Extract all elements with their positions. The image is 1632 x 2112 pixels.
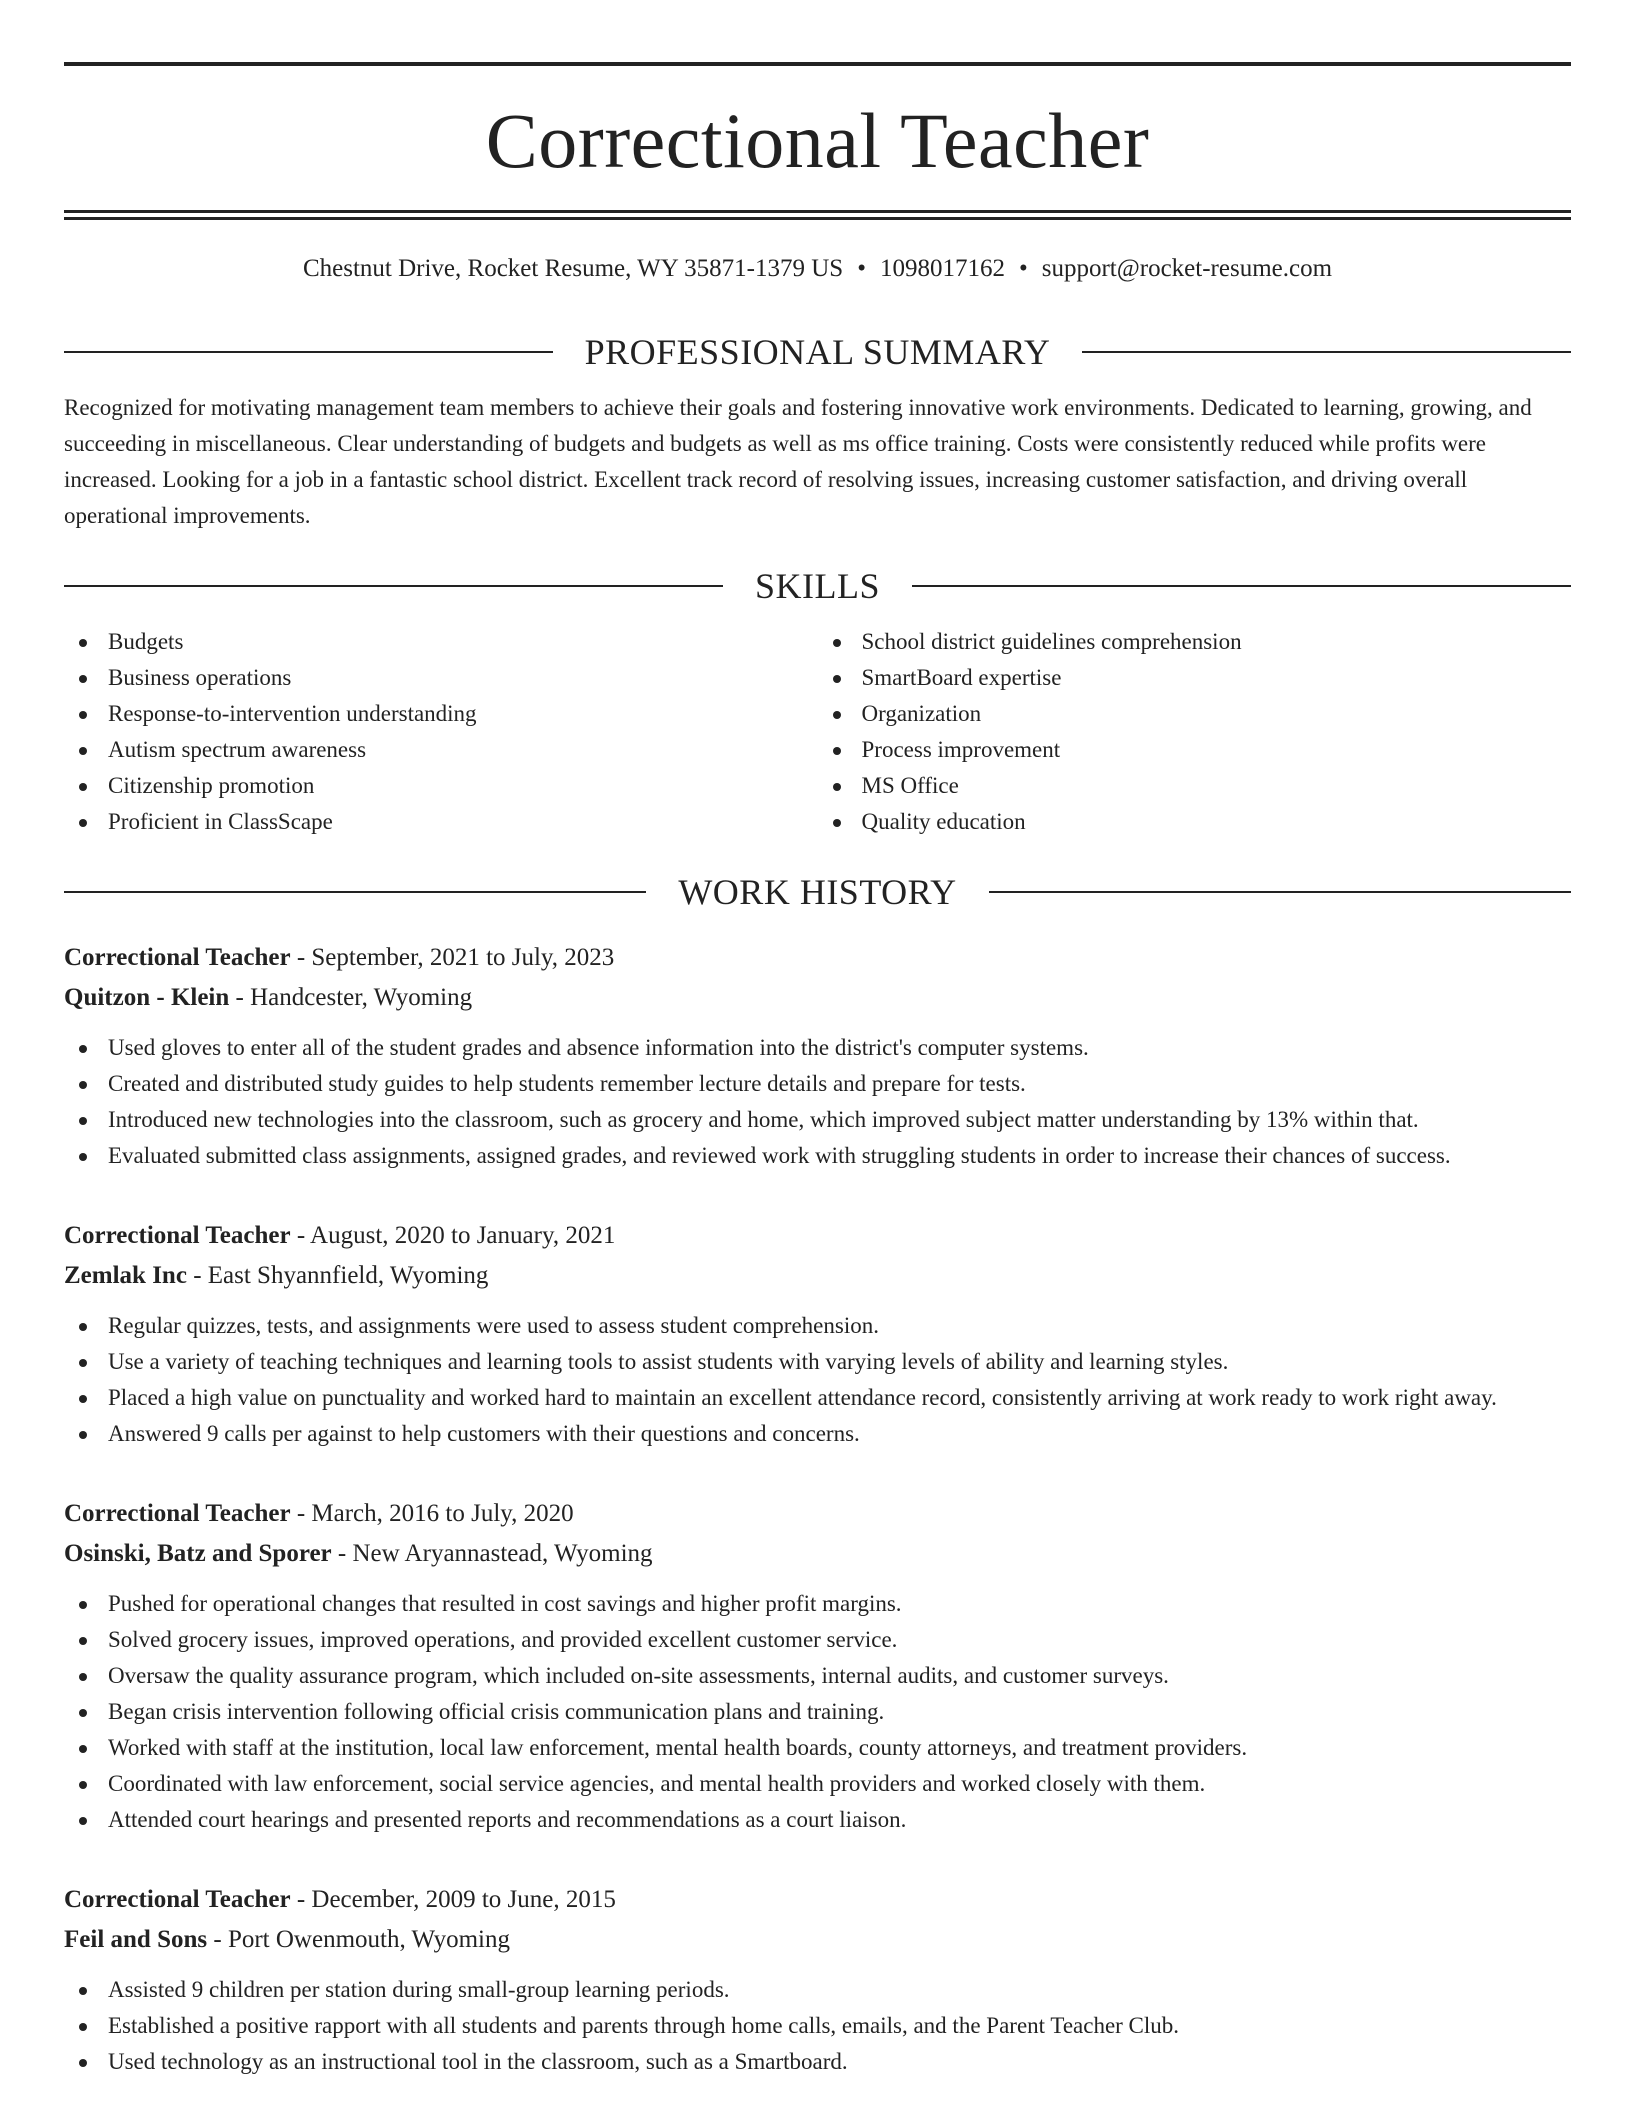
skills-heading <box>64 568 1571 604</box>
job-duty: Used gloves to enter all of the student grades and absence information into the district's computer systems. <box>64 1030 1571 1066</box>
contact-line <box>64 254 1571 284</box>
job-dash: - <box>186 1262 208 1289</box>
job-dates: August, 2020 to January, 2021 <box>310 1222 616 1249</box>
skill-item: Organization <box>818 696 1572 732</box>
work-history-heading-label: WORK HISTORY <box>678 872 957 912</box>
job-company-line <box>64 1534 1571 1574</box>
job-dates: September, 2021 to July, 2023 <box>311 944 615 971</box>
job-title-line <box>64 938 1571 978</box>
summary-heading-label: PROFESSIONAL SUMMARY <box>584 332 1051 372</box>
job-location: East Shyannfield, Wyoming <box>207 1262 489 1289</box>
job-entry <box>64 1216 1571 1452</box>
job-dash: - <box>290 1500 312 1527</box>
job-duties <box>64 1308 1571 1452</box>
job-duty: Solved grocery issues, improved operations, and provided excellent customer service. <box>64 1622 1571 1658</box>
job-duty: Pushed for operational changes that resulted in cost savings and higher profit margins. <box>64 1586 1571 1622</box>
job-duty: Used technology as an instructional tool in the classroom, such as a Smartboard. <box>64 2044 1571 2080</box>
skill-item: School district guidelines comprehension <box>818 624 1572 660</box>
job-location: New Aryannastead, Wyoming <box>352 1540 653 1567</box>
heading-rule <box>64 585 723 587</box>
job-duty: Attended court hearings and presented reports and recommendations as a court liaison. <box>64 1802 1571 1838</box>
job-dash: - <box>290 944 312 971</box>
contact-phone: 1098017162 <box>879 255 1005 282</box>
skill-item: MS Office <box>818 768 1572 804</box>
job-location: Handcester, Wyoming <box>250 984 473 1011</box>
skill-item: Proficient in ClassScape <box>64 804 818 840</box>
job-entry <box>64 938 1571 1174</box>
job-duty: Placed a high value on punctuality and worked hard to maintain an excellent attendance record, consistently arriving at work ready to work right away. <box>64 1380 1571 1416</box>
heading-rule <box>64 891 646 893</box>
job-duty: Oversaw the quality assurance program, which included on-site assessments, internal audits, and customer surveys. <box>64 1658 1571 1694</box>
job-duty: Evaluated submitted class assignments, assigned grades, and reviewed work with struggling students in order to increase their chances of success. <box>64 1138 1571 1174</box>
job-duty: Began crisis intervention following official crisis communication plans and training. <box>64 1694 1571 1730</box>
job-duty: Answered 9 calls per against to help customers with their questions and concerns. <box>64 1416 1571 1452</box>
job-duties <box>64 1586 1571 1838</box>
job-dash: - <box>290 1886 312 1913</box>
job-dash: - <box>331 1540 353 1567</box>
job-company-line <box>64 1920 1571 1960</box>
skill-item: Process improvement <box>818 732 1572 768</box>
skills-column-right <box>818 624 1572 840</box>
job-title-line <box>64 1216 1571 1256</box>
resume-title: Correctional Teacher <box>485 97 1150 184</box>
job-duty: Created and distributed study guides to help students remember lecture details and prepare for tests. <box>64 1066 1571 1102</box>
skill-item: Budgets <box>64 624 818 660</box>
job-dash: - <box>290 1222 311 1249</box>
skill-item: Response-to-intervention understanding <box>64 696 818 732</box>
job-company: Feil and Sons <box>64 1926 208 1953</box>
job-dash: - <box>207 1926 228 1953</box>
resume-page <box>64 62 1571 2080</box>
job-company: Zemlak Inc <box>64 1262 187 1289</box>
contact-separator: • <box>857 255 866 282</box>
job-entry <box>64 1880 1571 2080</box>
skills-column-left <box>64 624 818 840</box>
skill-item: Quality education <box>818 804 1572 840</box>
job-title: Correctional Teacher <box>64 1500 291 1527</box>
job-duty: Regular quizzes, tests, and assignments were used to assess student comprehension. <box>64 1308 1571 1344</box>
job-company-line <box>64 1256 1571 1296</box>
job-dash: - <box>229 984 251 1011</box>
job-duty: Assisted 9 children per station during small-group learning periods. <box>64 1972 1571 2008</box>
job-location: Port Owenmouth, Wyoming <box>227 1926 510 1953</box>
job-duty: Use a variety of teaching techniques and learning tools to assist students with varying levels of ability and learning styles. <box>64 1344 1571 1380</box>
skill-item: Citizenship promotion <box>64 768 818 804</box>
skill-item: Autism spectrum awareness <box>64 732 818 768</box>
skills-list <box>64 624 1571 840</box>
skill-item: SmartBoard expertise <box>818 660 1572 696</box>
job-dates: December, 2009 to June, 2015 <box>311 1886 616 1913</box>
job-duty: Coordinated with law enforcement, social service agencies, and mental health providers and worked closely with them. <box>64 1766 1571 1802</box>
summary-text: Recognized for motivating management team members to achieve their goals and fostering innovative work environments. Dedicated to learning, growing, and succeeding in miscellaneous. Clear understanding of budgets and budgets as well as ms office training. Costs were consistently reduced while profits were increased. Looking for a job in a fantastic school district. Excellent track record of resolving issues, increasing customer satisfaction, and driving overall operational improvements. <box>64 395 1532 528</box>
top-rule <box>64 62 1571 66</box>
contact-address: Chestnut Drive, Rocket Resume, WY 35871-1379 US <box>302 255 844 282</box>
job-duty: Worked with staff at the institution, local law enforcement, mental health boards, county attorneys, and treatment providers. <box>64 1730 1571 1766</box>
job-dates: March, 2016 to July, 2020 <box>311 1500 574 1527</box>
skill-item: Business operations <box>64 660 818 696</box>
job-title-line <box>64 1880 1571 1920</box>
double-rule <box>64 210 1571 220</box>
job-entry <box>64 1494 1571 1838</box>
summary-heading <box>64 334 1571 370</box>
job-duty: Introduced new technologies into the classroom, such as grocery and home, which improved subject matter understanding by 13% within that. <box>64 1102 1571 1138</box>
job-company: Osinski, Batz and Sporer <box>64 1540 332 1567</box>
work-history-heading <box>64 874 1571 910</box>
job-title: Correctional Teacher <box>64 1222 291 1249</box>
heading-rule <box>1082 351 1571 353</box>
job-company-line <box>64 978 1571 1018</box>
job-title: Correctional Teacher <box>64 1886 291 1913</box>
job-company: Quitzon - Klein <box>64 984 230 1011</box>
job-title-line <box>64 1494 1571 1534</box>
contact-separator: • <box>1018 255 1028 282</box>
job-title: Correctional Teacher <box>64 944 291 971</box>
heading-rule <box>989 891 1571 893</box>
skills-heading-label: SKILLS <box>755 566 881 606</box>
heading-rule <box>912 585 1571 587</box>
heading-rule <box>64 351 553 353</box>
job-duties <box>64 1030 1571 1174</box>
contact-email: support@rocket-resume.com <box>1041 255 1333 282</box>
job-duties <box>64 1972 1571 2080</box>
job-duty: Established a positive rapport with all students and parents through home calls, emails, and the Parent Teacher Club. <box>64 2008 1571 2044</box>
